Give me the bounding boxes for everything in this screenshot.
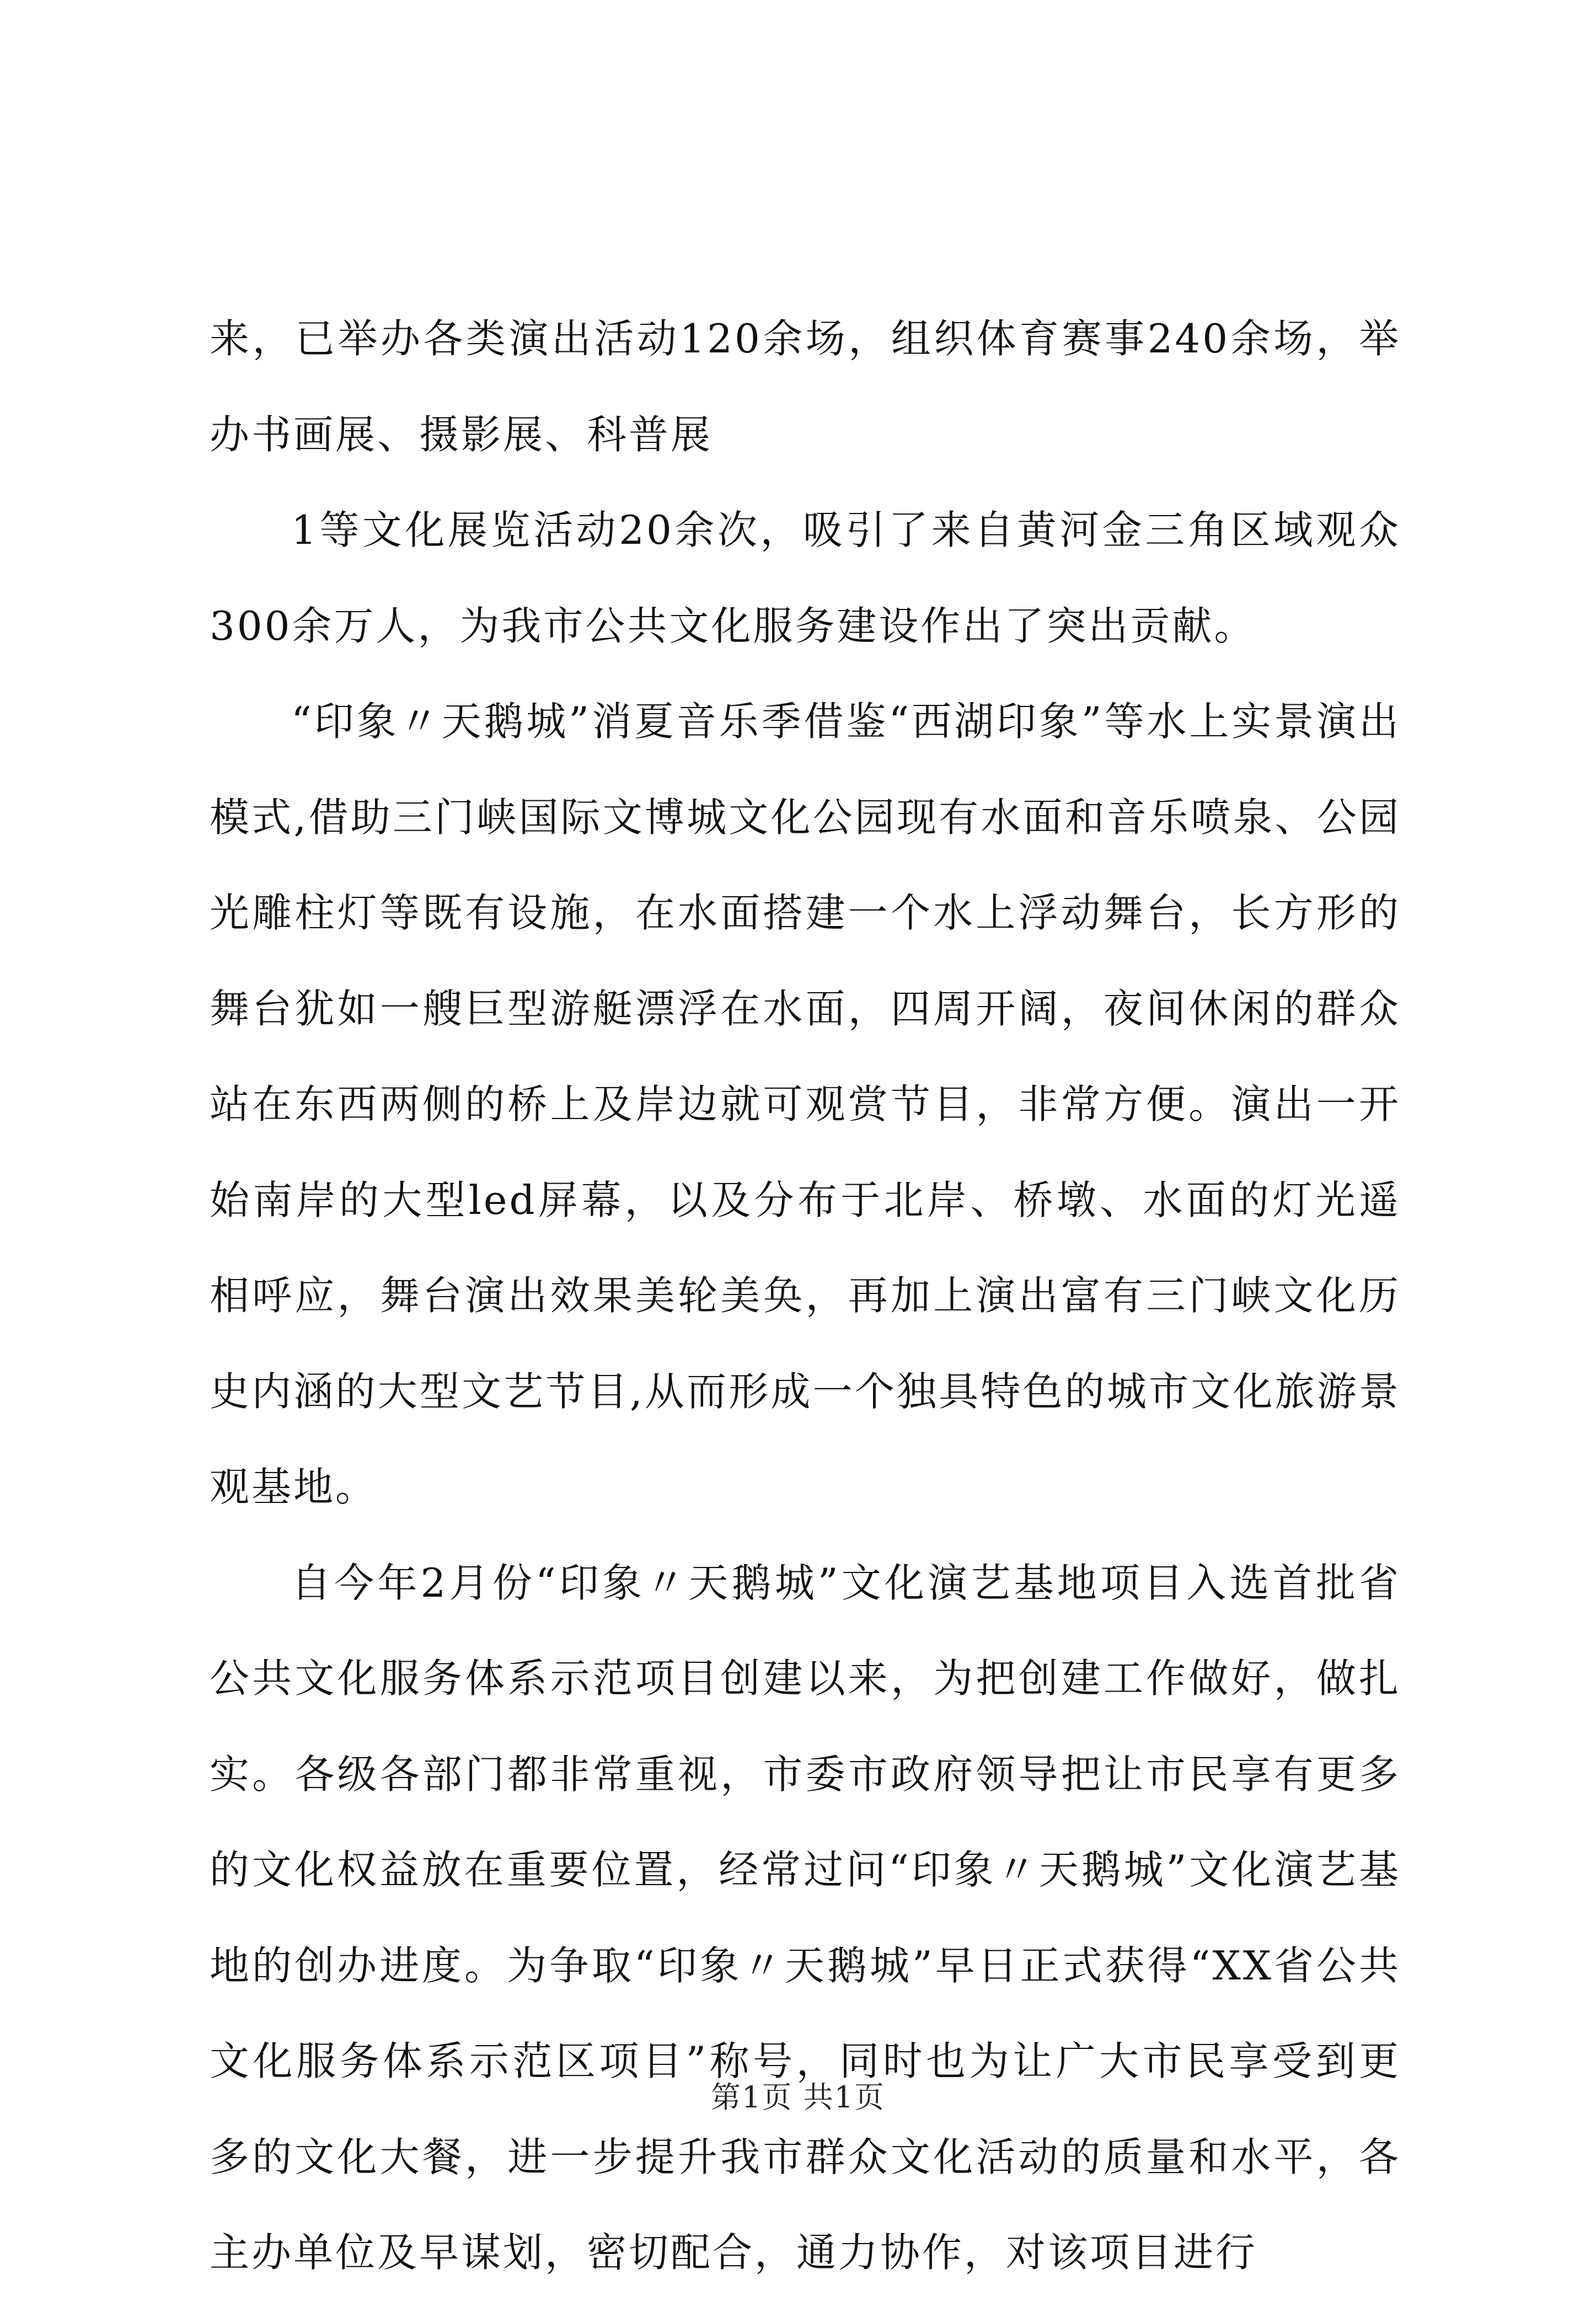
paragraph-demonstration-project: 自今年2月份“印象〃天鹅城”文化演艺基地项目入选首批省公共文化服务体系示范项目创建以来，为把创建工作做好，做扎实。各级各部门都非常重视，市委市政府领导把让市民享有更多的文化权益放在重要位置，经常过问“印象〃天鹅城”文化演艺基地的创办进度。为争取“印象〃天鹅城”早日正式获得“XX省公共文化服务体系示范区项目”称号，同时也为让广大市民享受到更多的文化大餐，进一步提升我市群众文化活动的质量和水平，各主办单位及早谋划，密切配合，通力协作，对该项目进行 [210, 1559, 1401, 2276]
page-footer: 第1页 共1页 [711, 2080, 885, 2115]
paragraph-exhibitions: 1等文化展览活动20余次，吸引了来自黄河金三角区域观众300余万人，为我市公共文化服务建设作出了突出贡献。 [210, 507, 1401, 649]
paragraph-continuation: 来，已举办各类演出活动120余场，组织体育赛事240余场，举办书画展、摄影展、科普展 [210, 315, 1401, 458]
paragraph-music-season: “印象〃天鹅城”消夏音乐季借鉴“西湖印象”等水上实景演出模式,借助三门峡国际文博城文化公园现有水面和音乐喷泉、公园光雕柱灯等既有设施，在水面搭建一个水上浮动舞台，长方形的舞台犹如一艘巨型游艇漂浮在水面，四周开阔，夜间休闲的群众站在东西两侧的桥上及岸边就可观赏节目，非常方便。演出一开始南岸的大型led屏幕，以及分布于北岸、桥墩、水面的灯光遥相呼应，舞台演出效果美轮美奂，再加上演出富有三门峡文化历史内涵的大型文艺节目,从而形成一个独具特色的城市文化旅游景观基地。 [210, 698, 1401, 1510]
document-body [210, 291, 1401, 2301]
